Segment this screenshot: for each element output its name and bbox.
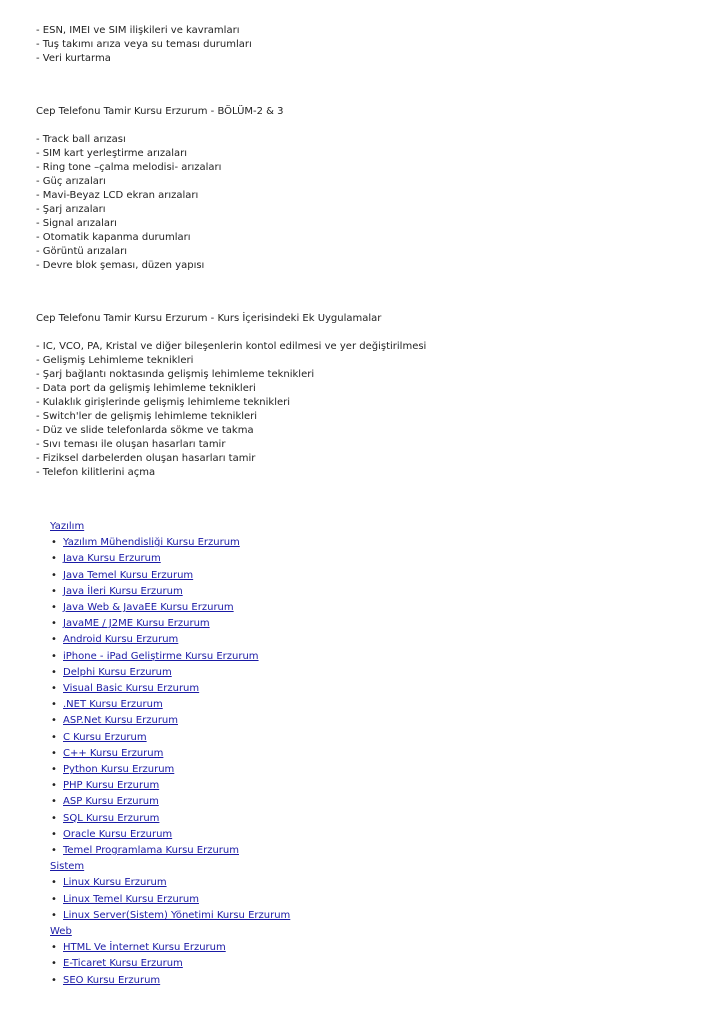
course-link[interactable]: JavaME / J2ME Kursu Erzurum <box>63 618 210 630</box>
bullet-icon: • <box>51 747 57 759</box>
category-link[interactable]: Sistem <box>50 861 85 873</box>
section-line: - IC, VCO, PA, Kristal ve diğer bileşenlerin kontol edilmesi ve yer değiştirilmesi <box>36 341 427 352</box>
section-ek-uygulamalar <box>36 312 716 480</box>
bullet-icon: • <box>51 699 57 711</box>
course-link[interactable]: Java İleri Kursu Erzurum <box>63 585 183 597</box>
section-line: - Mavi-Beyaz LCD ekran arızaları <box>36 190 199 201</box>
section-line: - Gelişmiş Lehimleme teknikleri <box>36 355 194 366</box>
course-link[interactable]: C Kursu Erzurum <box>63 731 147 743</box>
intro-list <box>36 24 716 66</box>
course-link[interactable]: .NET Kursu Erzurum <box>63 699 163 711</box>
bullet-icon: • <box>51 618 57 630</box>
course-link[interactable]: Linux Temel Kursu Erzurum <box>63 893 199 905</box>
list-item <box>50 730 716 746</box>
course-link[interactable]: C++ Kursu Erzurum <box>63 747 164 759</box>
list-item <box>50 568 716 584</box>
bullet-icon: • <box>51 893 57 905</box>
bullet-icon: • <box>51 828 57 840</box>
course-link[interactable]: Linux Kursu Erzurum <box>63 877 167 889</box>
course-list <box>50 940 716 989</box>
list-item <box>50 956 716 972</box>
intro-line: - Tuş takımı arıza veya su teması durumları <box>36 39 252 50</box>
document-page <box>36 24 716 989</box>
bullet-icon: • <box>51 958 57 970</box>
section-line: - Data port da gelişmiş lehimleme teknikleri <box>36 383 256 394</box>
section-line: - Düz ve slide telefonlarda sökme ve takma <box>36 425 254 436</box>
list-item <box>50 940 716 956</box>
section-line: - Görüntü arızaları <box>36 246 128 257</box>
list-item <box>50 535 716 551</box>
bullet-icon: • <box>51 796 57 808</box>
section-line: - Telefon kilitlerini açma <box>36 467 156 478</box>
course-link[interactable]: Linux Server(Sistem) Yönetimi Kursu Erzurum <box>63 909 291 921</box>
course-link[interactable]: Java Temel Kursu Erzurum <box>63 569 194 581</box>
bullet-icon: • <box>51 877 57 889</box>
bullet-icon: • <box>51 537 57 549</box>
course-link[interactable]: HTML Ve İnternet Kursu Erzurum <box>63 942 226 954</box>
bullet-icon: • <box>51 634 57 646</box>
bullet-icon: • <box>51 731 57 743</box>
list-item <box>50 616 716 632</box>
course-link[interactable]: ASP Kursu Erzurum <box>63 796 159 808</box>
bullet-icon: • <box>51 909 57 921</box>
list-item <box>50 811 716 827</box>
course-link[interactable]: Android Kursu Erzurum <box>63 634 179 646</box>
list-item <box>50 762 716 778</box>
list-item <box>50 600 716 616</box>
list-item <box>50 632 716 648</box>
section-line: - Şarj arızaları <box>36 204 106 215</box>
course-link[interactable]: Delphi Kursu Erzurum <box>63 666 172 678</box>
bullet-icon: • <box>51 650 57 662</box>
section-line: - Signal arızaları <box>36 218 117 229</box>
list-item <box>50 827 716 843</box>
list-item <box>50 713 716 729</box>
list-item <box>50 973 716 989</box>
bullet-icon: • <box>51 974 57 986</box>
list-item <box>50 697 716 713</box>
list-item <box>50 551 716 567</box>
bullet-icon: • <box>51 845 57 857</box>
course-link[interactable]: SQL Kursu Erzurum <box>63 812 160 824</box>
course-link[interactable]: Oracle Kursu Erzurum <box>63 828 173 840</box>
list-item <box>50 908 716 924</box>
course-link[interactable]: Python Kursu Erzurum <box>63 764 175 776</box>
course-link[interactable]: Temel Programlama Kursu Erzurum <box>63 845 240 857</box>
list-item <box>50 665 716 681</box>
list-item <box>50 794 716 810</box>
section-bolum-2-3 <box>36 105 716 273</box>
list-item <box>50 649 716 665</box>
course-link[interactable]: iPhone - iPad Geliştirme Kursu Erzurum <box>63 650 259 662</box>
bullet-icon: • <box>51 569 57 581</box>
bullet-icon: • <box>51 942 57 954</box>
section-items <box>36 340 716 480</box>
section-line: - Sıvı teması ile oluşan hasarları tamir <box>36 439 226 450</box>
category-link[interactable]: Yazılım <box>50 521 85 532</box>
course-link[interactable]: PHP Kursu Erzurum <box>63 780 160 792</box>
course-link[interactable]: ASP.Net Kursu Erzurum <box>63 715 179 727</box>
course-link[interactable]: Java Kursu Erzurum <box>63 553 161 565</box>
intro-line: - ESN, IMEI ve SIM ilişkileri ve kavramları <box>36 25 240 36</box>
section-line: - Ring tone –çalma melodisi- arızaları <box>36 162 222 173</box>
section-line: - Track ball arızası <box>36 134 126 145</box>
course-link[interactable]: Java Web & JavaEE Kursu Erzurum <box>63 602 234 614</box>
section-heading: Cep Telefonu Tamir Kursu Erzurum - BÖLÜM-2 & 3 <box>36 106 284 117</box>
intro-line: - Veri kurtarma <box>36 53 111 64</box>
list-item <box>50 746 716 762</box>
bullet-icon: • <box>51 683 57 695</box>
bullet-icon: • <box>51 666 57 678</box>
section-heading: Cep Telefonu Tamir Kursu Erzurum - Kurs İçerisindeki Ek Uygulamalar <box>36 313 382 324</box>
course-link[interactable]: SEO Kursu Erzurum <box>63 974 161 986</box>
list-item <box>50 584 716 600</box>
section-line: - Fiziksel darbelerden oluşan hasarları tamir <box>36 453 256 464</box>
course-link[interactable]: Visual Basic Kursu Erzurum <box>63 683 200 695</box>
section-line: - Güç arızaları <box>36 176 106 187</box>
course-link[interactable]: Yazılım Mühendisliği Kursu Erzurum <box>63 537 240 549</box>
list-item <box>50 843 716 859</box>
section-line: - Kulaklık girişlerinde gelişmiş lehimleme teknikleri <box>36 397 291 408</box>
category-link[interactable]: Web <box>50 926 72 938</box>
section-line: - SIM kart yerleştirme arızaları <box>36 148 188 159</box>
section-line: - Switch'ler de gelişmiş lehimleme teknikleri <box>36 411 258 422</box>
list-item <box>50 892 716 908</box>
list-item <box>50 778 716 794</box>
bullet-icon: • <box>51 764 57 776</box>
bullet-icon: • <box>51 602 57 614</box>
bullet-icon: • <box>51 553 57 565</box>
course-list <box>50 875 716 924</box>
section-line: - Otomatik kapanma durumları <box>36 232 191 243</box>
course-link[interactable]: E-Ticaret Kursu Erzurum <box>63 958 183 970</box>
list-item <box>50 681 716 697</box>
section-line: - Şarj bağlantı noktasında gelişmiş lehimleme teknikleri <box>36 369 315 380</box>
section-line: - Devre blok şeması, düzen yapısı <box>36 260 205 271</box>
bullet-icon: • <box>51 780 57 792</box>
bullet-icon: • <box>51 585 57 597</box>
list-item <box>50 875 716 891</box>
course-links <box>50 519 716 989</box>
course-list <box>50 535 716 859</box>
bullet-icon: • <box>51 715 57 727</box>
bullet-icon: • <box>51 812 57 824</box>
section-items <box>36 133 716 273</box>
